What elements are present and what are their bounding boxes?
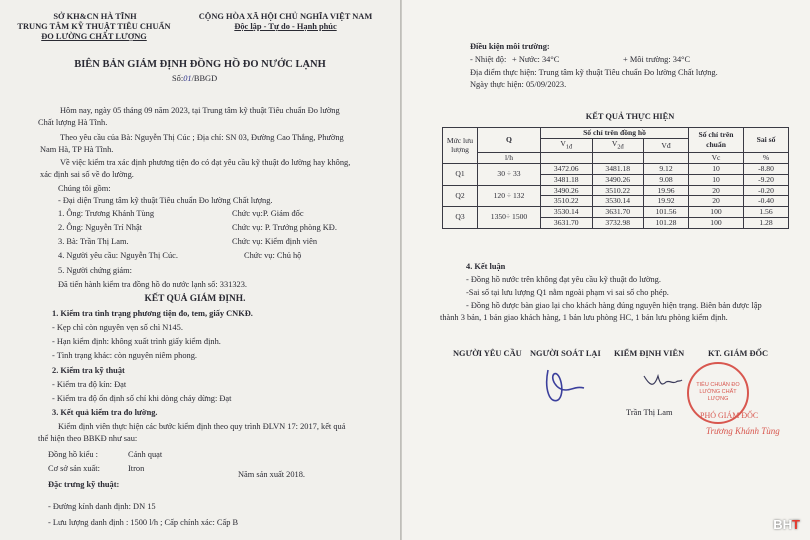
meter-reading-header: Số chỉ trên đồng hồ [541, 128, 689, 139]
vd-header: Vđ [644, 138, 689, 152]
member-3: 3. Bà: Trần Thị Lam. [58, 237, 129, 246]
seal-status: - Kẹp chì còn nguyên vẹn số chì N145. [52, 323, 183, 332]
dept-name: SỞ KH&CN HÀ TĨNH [53, 12, 137, 21]
requester: 4. Người yêu cầu: Nguyễn Thị Cúc. [58, 251, 178, 260]
level-q1: Q1 [443, 163, 478, 185]
member-1-role: Chức vụ:P. Giám đốc [232, 209, 304, 218]
section-3-title: 3. Kết quả kiểm tra đo lường. [52, 408, 158, 417]
q-unit: l/h [478, 153, 541, 164]
table-cell: 3631.70 [541, 217, 593, 228]
conclusion-2: -Sai số tại lưu lượng Q1 nằm ngoài phạm vi sai số cho phép. [466, 288, 669, 297]
table-cell: -8.80 [744, 163, 789, 174]
maker-value: Itron [128, 464, 145, 473]
level-q2: Q2 [443, 185, 478, 207]
table-cell: 1.56 [744, 207, 789, 218]
requester-role: Chức vụ: Chủ hộ [244, 251, 302, 260]
meter-type-label: Đồng hồ kiểu : [48, 450, 99, 459]
tightness-check: - Kiểm tra độ kín: Đạt [52, 380, 127, 389]
member-2: 2. Ông: Nguyễn Trí Nhật [58, 223, 142, 232]
table-cell: -0.40 [744, 196, 789, 207]
members-heading: Chúng tôi gồm: [58, 184, 111, 193]
table-cell: 10 [689, 163, 744, 174]
table-cell: 20 [689, 185, 744, 196]
table-cell: 10 [689, 174, 744, 185]
table-cell: 3631.70 [592, 207, 644, 218]
table-cell: 20 [689, 196, 744, 207]
table-cell: 101.56 [644, 207, 689, 218]
checker-signature-icon [540, 360, 590, 408]
error-header: Sai số [744, 128, 789, 153]
section-1-title: 1. Kiểm tra tình trạng phương tiện đo, tem, giấy CNKĐ. [52, 309, 253, 318]
table-cell: 1.28 [744, 217, 789, 228]
members-org: - Đại diện Trung tâm kỹ thuật Tiêu chuẩn Đo lường Chất lượng. [58, 196, 273, 205]
level-q3: Q3 [443, 207, 478, 229]
sign-requester-label: NGƯỜI YÊU CẦU [453, 349, 522, 358]
nominal-diameter: - Đường kính danh định: DN 15 [48, 502, 156, 511]
number-suffix: /BBGD [191, 74, 218, 83]
vc-header: Vc [689, 153, 744, 164]
procedure-line-2: thể hiện theo BBKĐ như sau: [38, 434, 138, 443]
right-page [402, 0, 810, 540]
vd-unit-cell [644, 153, 689, 164]
table-cell: 3732.98 [592, 217, 644, 228]
procedure-line-1: Kiểm định viên thực hiện các bước kiểm định theo quy trình ĐLVN 17: 2017, kết quả [58, 422, 346, 431]
motto: Độc lập - Tự do - Hạnh phúc [234, 22, 337, 31]
number-handwritten: 01 [183, 74, 192, 83]
nominal-flow: - Lưu lượng danh định : 1500 l/h ; Cấp chính xác: Cấp B [48, 518, 239, 527]
center-name: TRUNG TÂM KỸ THUẬT TIÊU CHUẨN [17, 22, 171, 31]
flow-level-header: Mức lưu lượng [443, 128, 478, 164]
error-unit: % [744, 153, 789, 164]
conclusion-3: - Đồng hồ được bàn giao lại cho khách hàng đúng nguyên hiện trạng. Biên bản được lập [466, 301, 762, 310]
member-1: 1. Ông: Trương Khánh Tùng [58, 209, 155, 218]
env-air: + Môi trường: 34°C [623, 55, 691, 64]
bht-watermark-logo [773, 517, 800, 532]
result-heading: KẾT QUẢ GIÁM ĐỊNH. [144, 294, 246, 304]
conclusion-4: thành 3 bản, 1 bản giao khách hàng, 1 bản lưu phòng HC, 1 bản lưu phòng kiểm định. [440, 313, 728, 322]
table-cell: 3530.14 [592, 196, 644, 207]
v-end-header: $V_{2đ}$ [592, 138, 644, 152]
center-name-2: ĐO LƯỜNG CHẤT LƯỢNG [41, 32, 147, 41]
left-page [0, 0, 402, 540]
q-header: Q [478, 128, 541, 153]
manufacture-year: Năm sản xuất 2018. [238, 470, 305, 479]
table-cell: 19.96 [644, 185, 689, 196]
spec-heading: Đặc trưng kỹ thuật: [48, 480, 120, 489]
test-date: Ngày thực hiện: 05/09/2023. [470, 80, 567, 89]
member-2-role: Chức vụ: P. Trưởng phòng KĐ. [232, 223, 337, 232]
table-cell: 9.08 [644, 174, 689, 185]
env-title: Điều kiện môi trường: [470, 42, 550, 51]
table-cell: 100 [689, 207, 744, 218]
number-prefix: Số: [172, 74, 184, 83]
q3-range: 1350÷ 1500 [478, 207, 541, 229]
sign-checker-label: NGƯỜI SOÁT LẠI [530, 349, 601, 358]
inspector-name: Trần Thị Lam [626, 408, 673, 417]
conclusion-1: - Đồng hồ nước trên không đạt yêu cầu kỹ thuật đo lường. [466, 275, 661, 284]
inspector-signature-icon [640, 370, 684, 394]
test-place: Địa điểm thực hiện: Trung tâm kỹ thuật Tiêu chuẩn Đo lường Chất lượng. [470, 68, 718, 77]
table-cell: 3530.14 [541, 207, 593, 218]
calibration-expiry: - Hạn kiểm định: không xuất trình giấy kiểm định. [52, 337, 221, 346]
logo-bh: BH [773, 517, 793, 532]
table-cell: 3472.06 [541, 163, 593, 174]
purpose-line-2: xác định sai số về đo lường. [40, 170, 134, 179]
member-3-role: Chức vụ: Kiểm định viên [232, 237, 318, 246]
table-cell: 3490.26 [592, 174, 644, 185]
results-table [442, 127, 789, 229]
section-2-title: 2. Kiểm tra kỹ thuật [52, 366, 125, 375]
v-end-unit-cell [592, 153, 644, 164]
table-cell: 100 [689, 217, 744, 228]
standard-reading-header: Số chỉ trên chuẩn [689, 128, 744, 153]
nation-name: CỘNG HÒA XÃ HỘI CHỦ NGHĨA VIỆT NAM [198, 12, 373, 21]
request-line-1: Theo yêu cầu của Bà: Nguyễn Thị Cúc ; Địa chỉ: SN 03, Đường Cao Thắng, Phường [60, 133, 344, 142]
logo-t: T [792, 517, 800, 532]
table-cell: 3481.18 [592, 163, 644, 174]
table-cell: 101.28 [644, 217, 689, 228]
witness: 5. Người chứng giám: [58, 266, 132, 275]
doc-number [172, 74, 217, 84]
purpose-line-1: Về việc kiểm tra xác định phương tiện đo có đạt yêu cầu kỹ thuật đo lường hay không, [60, 158, 351, 167]
q2-range: 120 ÷ 132 [478, 185, 541, 207]
table-cell: 9.12 [644, 163, 689, 174]
table-cell: 3510.22 [592, 185, 644, 196]
table-cell: -0.20 [744, 185, 789, 196]
env-temp-label: - Nhiệt độ: [470, 55, 507, 64]
table-cell: 3490.26 [541, 185, 593, 196]
intro-line-1: Hôm nay, ngày 05 tháng 09 năm 2023, tại Trung tâm kỹ thuật Tiêu chuẩn Đo lường [60, 106, 340, 115]
sign-inspector-label: KIỂM ĐỊNH VIÊN [614, 349, 685, 358]
v-start-header: $V_{1đ}$ [541, 138, 593, 152]
env-water: + Nước: 34°C [512, 55, 560, 64]
doc-title: BIÊN BẢN GIÁM ĐỊNH ĐỒNG HỒ ĐO NƯỚC LẠNH [74, 59, 326, 70]
v-start-unit-cell [541, 153, 593, 164]
results-title: KẾT QUẢ THỰC HIỆN [585, 112, 675, 121]
table-cell: 3510.22 [541, 196, 593, 207]
stability-check: - Kiểm tra độ ổn định số chỉ khi dòng chảy dừng: Đạt [52, 394, 232, 403]
request-line-2: Nam Hà, TP Hà Tĩnh. [40, 145, 114, 154]
conclusion-title: 4. Kết luận [466, 262, 506, 271]
intro-line-2: Chất lượng Hà Tĩnh. [38, 118, 108, 127]
other-status: - Tình trạng khác: còn nguyên niêm phong. [52, 351, 197, 360]
q1-range: 30 ÷ 33 [478, 163, 541, 185]
meter-serial: Đã tiến hành kiểm tra đồng hồ đo nước lạnh số: 331323. [58, 280, 247, 289]
table-cell: 19.92 [644, 196, 689, 207]
deputy-name: Trương Khánh Tùng [706, 426, 780, 436]
table-cell: 3481.18 [541, 174, 593, 185]
table-cell: -9.20 [744, 174, 789, 185]
deputy-title: PHÓ GIÁM ĐỐC [700, 411, 759, 420]
maker-label: Cơ sở sản xuất: [48, 464, 100, 473]
stamp-text: TIÊU CHUẨN ĐO LƯỜNG CHẤT LƯỢNG [696, 382, 740, 402]
sign-director-label: KT. GIÁM ĐỐC [708, 349, 769, 358]
meter-type-value: Cánh quạt [128, 450, 163, 459]
